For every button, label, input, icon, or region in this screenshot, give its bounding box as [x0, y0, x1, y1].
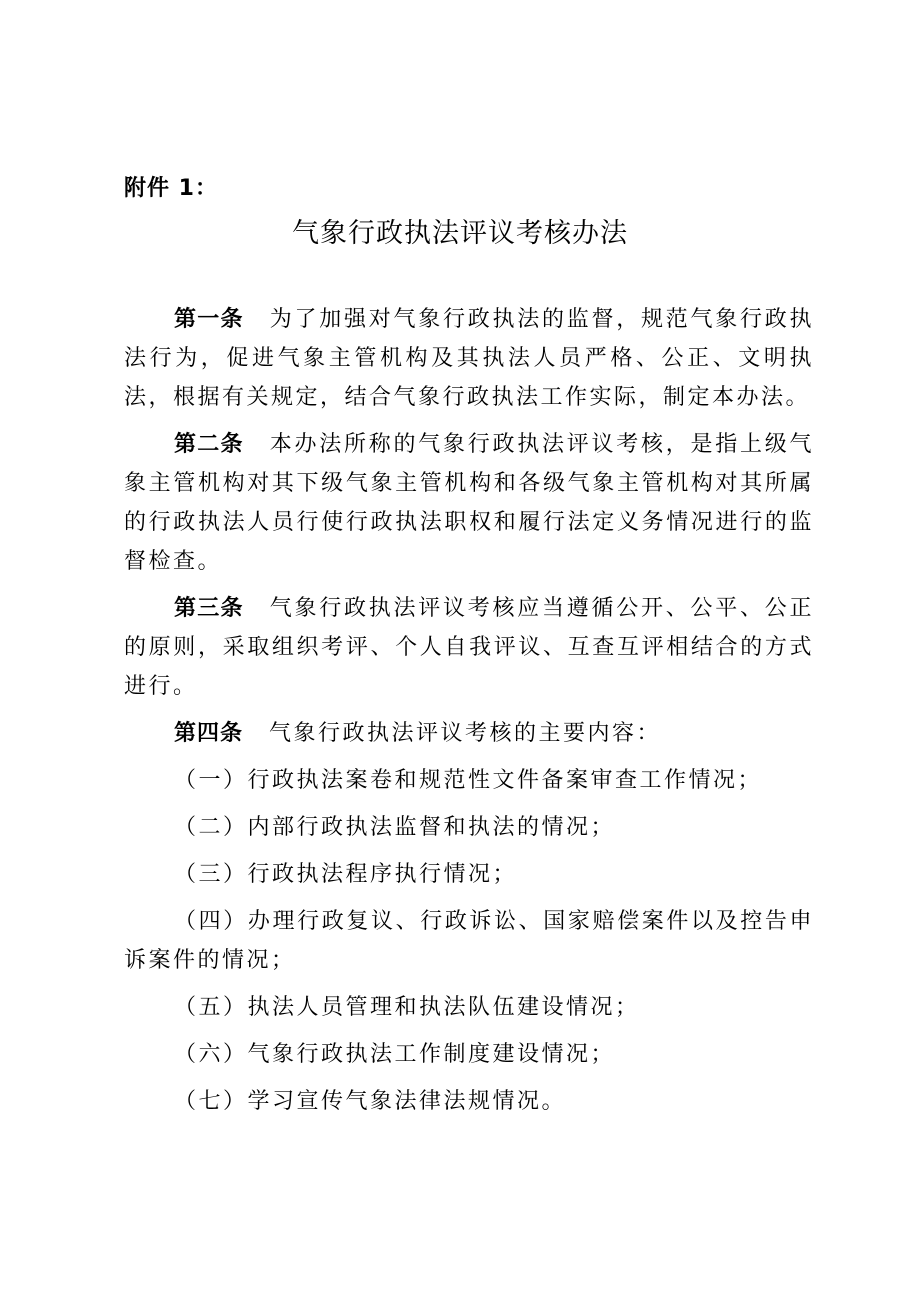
attachment-label: 附件 1： [124, 176, 218, 201]
list-item: （一）行政执法案卷和规范性文件备案审查工作情况； [174, 768, 763, 793]
article-3-heading: 第三条 [174, 596, 244, 621]
article-2 [124, 425, 814, 581]
article-1 [124, 300, 814, 417]
list-item: （五）执法人员管理和执法队伍建设情况； [174, 995, 640, 1020]
article-1-text: 为了加强对气象行政执法的监督，规范气象行政执法行为，促进气象主管机构及其执法人员严格、公正、文明执法，根据有关规定，结合气象行政执法工作实际，制定本办法。 [124, 307, 814, 410]
article-1-heading: 第一条 [174, 307, 244, 332]
article-4 [124, 714, 814, 753]
article-4-text: 气象行政执法评议考核的主要内容： [269, 721, 662, 746]
article-3-text: 气象行政执法评议考核应当遵循公开、公平、公正的原则，采取组织考评、个人自我评议、互查互评相结合的方式进行。 [124, 596, 814, 699]
document-title: 气象行政执法评议考核办法 [292, 218, 628, 249]
list-item: （七）学习宣传气象法律法规情况。 [174, 1089, 567, 1114]
article-3 [124, 589, 814, 706]
list-item: （三）行政执法程序执行情况； [174, 862, 518, 887]
list-item: （二）内部行政执法监督和执法的情况； [174, 815, 616, 840]
article-2-heading: 第二条 [174, 432, 244, 457]
list-item: （六）气象行政执法工作制度建设情况； [174, 1042, 616, 1067]
article-4-heading: 第四条 [174, 721, 244, 746]
list-item: （四）办理行政复议、行政诉讼、国家赔偿案件以及控告申诉案件的情况； [124, 909, 814, 973]
document-body [124, 300, 814, 1121]
article-2-text: 本办法所称的气象行政执法评议考核，是指上级气象主管机构对其下级气象主管机构和各级气象主管机构对其所属的行政执法人员行使行政执法职权和履行法定义务情况进行的监督检查。 [124, 432, 814, 574]
